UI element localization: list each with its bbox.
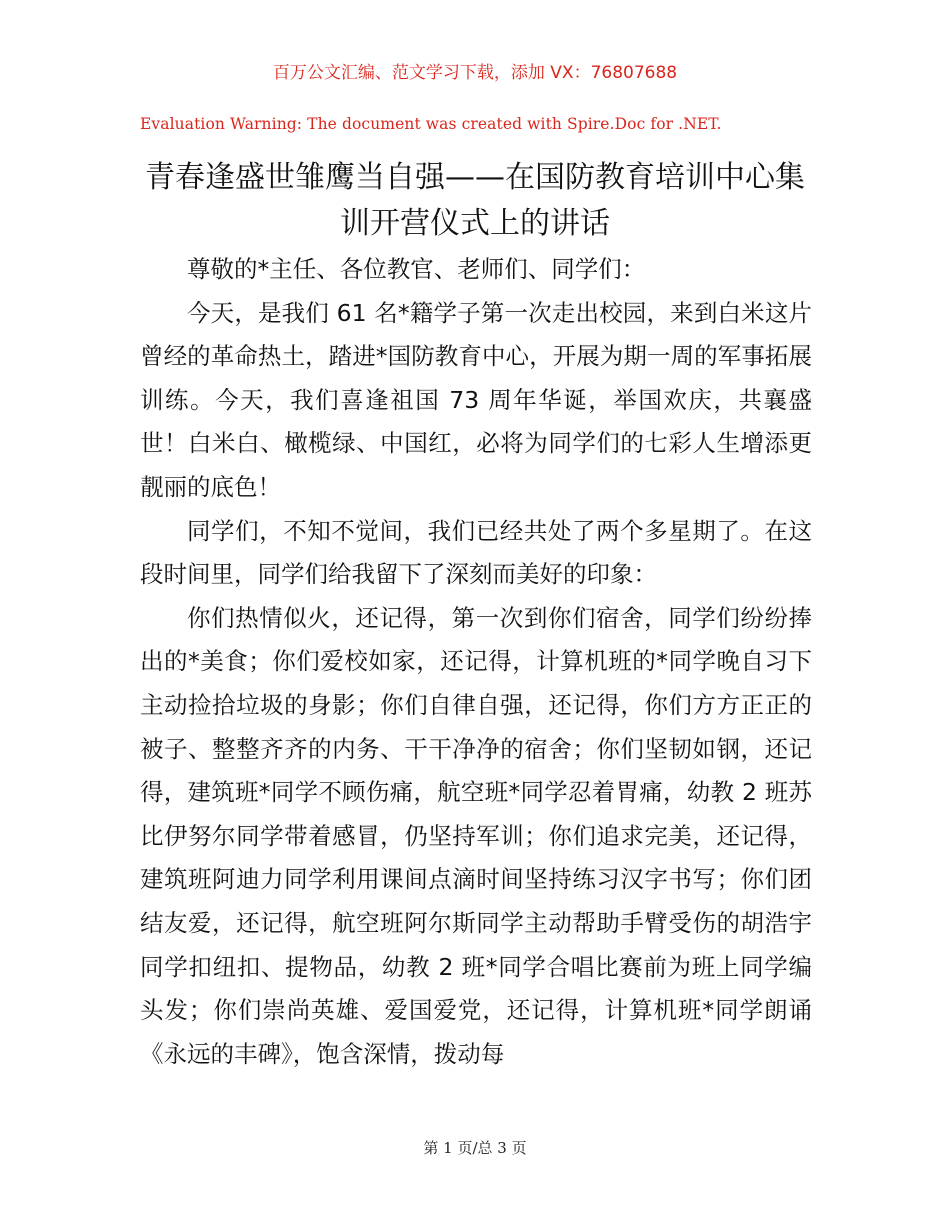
paragraph: 今天，是我们 61 名*籍学子第一次走出校园，来到白米这片曾经的革命热土，踏进*国防教育中心，开展为期一周的军事拓展训练。今天，我们喜逢祖国 73 周年华诞，举国欢庆，共襄盛世！白米白、橄榄绿、中国红，必将为同学们的七彩人生增添更靓丽的底色！ [140,298,812,501]
page-footer: 第 1 页/总 3 页 [423,1139,527,1157]
paragraph-salutation: 尊敬的*主任、各位教官、老师们、同学们： [187,255,646,283]
document-title: 青春逢盛世雏鹰当自强——在国防教育培训中心集训开营仪式上的讲话 [145,160,805,241]
document-body [140,248,812,1076]
paragraph: 同学们，不知不觉间，我们已经共处了两个多星期了。在这段时间里，同学们给我留下了深刻而美好的印象： [140,516,812,589]
evaluation-warning: Evaluation Warning: The document was created with Spire.Doc for .NET. [140,115,722,133]
paragraph: 你们热情似火，还记得，第一次到你们宿舍，同学们纷纷捧出的*美食；你们爱校如家，还记得，计算机班的*同学晚自习下主动捡拾垃圾的身影；你们自律自强，还记得，你们方方正正的被子、整整齐齐的内务、干干净净的宿舍；你们坚韧如钢，还记得，建筑班*同学不顾伤痛，航空班*同学忍着胃痛，幼教 2 班苏比伊努尔同学带着感冒，仍坚持军训；你们追求完美，还记得，建筑班阿迪力同学利用课间点滴时间坚持练习汉字书写；你们团结友爱，还记得，航空班阿尔斯同学主动帮助手臂受伤的胡浩宇同学扣纽扣、提物品，幼教 2 班*同学合唱比赛前为班上同学编头发；你们崇尚英雄、爱国爱党，还记得，计算机班*同学朗诵《永远的丰碑》，饱含深情，拨动每 [140,603,812,1068]
promo-header: 百万公文汇编、范文学习下载，添加 VX：76807688 [272,63,678,83]
